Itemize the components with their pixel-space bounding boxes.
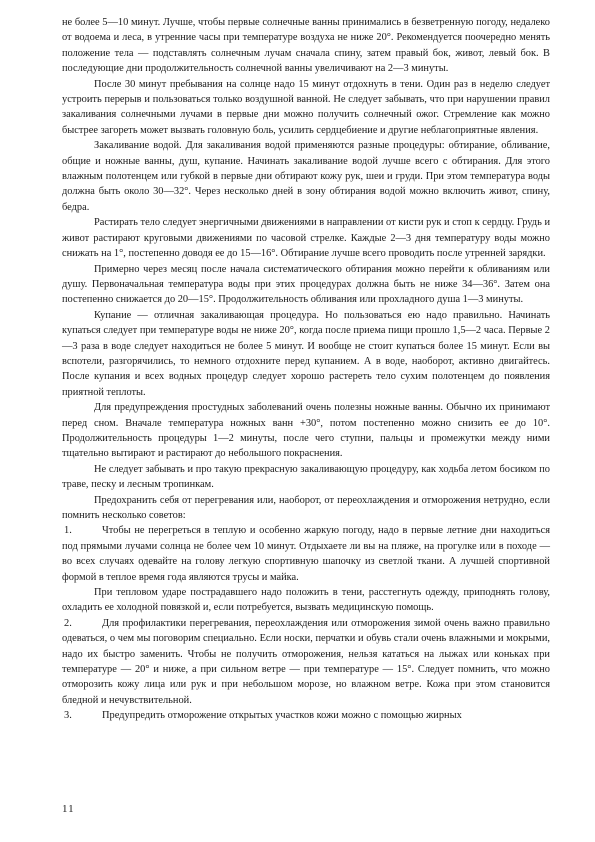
paragraph: После 30 минут пребывания на солнце надо 15 минут отдохнуть в тени. Один раз в неделю следует устроить перерыв и пользоваться только воздушной ванной. Не следует забывать, что при нарушении правил закаливания солнечными лучами в первые дни можно получить солнечный ожог. Стремление как можно быстрее загореть может вызвать головную боль, усилить сердцебиение и другие неблагоприятные явления.: [62, 78, 550, 136]
list-item: [62, 523, 550, 585]
paragraph: Закаливание водой. Для закаливания водой применяются разные процедуры: обтирание, обливание, общие и ножные ванны, душ, купание. Начинать закаливание водой лучше всего с обтирания. Для этого влажным полотенцем или губкой в первые дни обтирают кожу рук, шеи и груди. При этом температура воды должна быть около 30—32°. Через несколько дней в зону обтирания водой можно включить живот, спину, бедра.: [62, 140, 550, 213]
list-item-text: Предупредить отморожение открытых участков кожи можно с помощью жирных: [102, 710, 462, 722]
list-item: [62, 708, 550, 723]
page-number: 11: [62, 803, 75, 815]
paragraph: Примерно через месяц после начала систематического обтирания можно перейти к обливаниям или душу. Первоначальная температура воды при этих процедурах должна быть не ниже 34—36°. Затем она постепенно снижается до 20—15°. Продолжительность обливания или прохладного душа 1—3 минуты.: [62, 263, 550, 306]
paragraph: Предохранить себя от перегревания или, наоборот, от переохлаждения и отморожения нетрудно, если помнить несколько советов:: [62, 494, 550, 521]
list-item: [62, 616, 550, 708]
paragraph: Купание — отличная закаливающая процедура. Но пользоваться ею надо правильно. Начинать купаться следует при температуре воды не ниже 20°, когда после приема пищи прошло 1,5—2 часа. Первые 2—3 раза в воде следует находиться не более 5 минут. И вообще не стоит купаться более 15 минут. Если вы вспотели, разгорячились, то немного отдохните перед купанием. А в воде, наоборот, активно двигайтесь. После купания и всех водных процедур следует хорошо растереть тело сухим полотенцем до появления приятной теплоты.: [62, 309, 550, 398]
list-item-number: 1.: [64, 525, 72, 537]
paragraph: Для предупреждения простудных заболеваний очень полезны ножные ванны. Обычно их принимают перед сном. Вначале температура ножных ванн +30°, потом постепенно можно снизить ее до 10°. Продолжительность процедуры 1—2 минуты, после чего ступни, пальцы и промежутки между ними тщательно вытирают и растирают до небольшого покраснения.: [62, 402, 550, 460]
paragraph: Не следует забывать и про такую прекрасную закаливающую процедуру, как ходьба летом босиком по траве, песку и лесным тропинкам.: [62, 463, 550, 491]
list-item-number: 2.: [64, 617, 72, 629]
document-body: [62, 15, 550, 724]
list-item-text: Чтобы не перегреться в теплую и особенно жаркую погоду, надо в первые летние дни находиться под прямыми лучами солнца не более чем 10 минут. Отдыхаете ли вы на пляже, на прогулке или в походе — во всех случаях одевайте на голову легкую спортивную шапочку из светлой ткани. А лучшей спортивной формой в теплое время года являются трусы и майка.: [62, 525, 550, 583]
paragraph: Растирать тело следует энергичными движениями в направлении от кисти рук и стоп к сердцу. Грудь и живот растирают круговыми движениями по часовой стрелке. Каждые 2—3 дня температуру воды можно снижать на 1°, постепенно доводя ее до 15—16°. Обтирание лучше всего проводить после утренней зарядки.: [62, 217, 550, 260]
list-item-number: 3.: [64, 710, 72, 722]
paragraph: При тепловом ударе пострадавшего надо положить в тени, расстегнуть одежду, приподнять голову, охладить ее холодной повязкой и, если потребуется, вызвать медицинскую помощь.: [62, 587, 550, 614]
paragraph: не более 5—10 минут. Лучше, чтобы первые солнечные ванны принимались в безветренную погоду, недалеко от водоема и леса, в утренние часы при температуре воздуха не ниже 20°. Рекомендуется поочередно менять положение тела — подставлять солнечным лучам сначала спину, затем правый бок, живот, левый бок. В последующие дни продолжительность солнечной ванны увеличивают на 2—3 минуты.: [62, 17, 550, 75]
list-item-text: Для профилактики перегревания, переохлаждения или отморожения зимой очень важно правильно одеваться, о чем мы поговорим специально. Если носки, перчатки и обувь стали очень влажными и мокрыми, надо их быстро заменить. Чтобы не получить отморожения, нельзя кататься на лыжах или коньках при температуре — 20° и ниже, а при сильном ветре — при температуре — 15°. Следует помнить, что можно отморозить кожу лица или рук и при небольшом морозе, но влажном ветре. Кожа при этом становится бледной и нечувствительной.: [62, 617, 550, 706]
